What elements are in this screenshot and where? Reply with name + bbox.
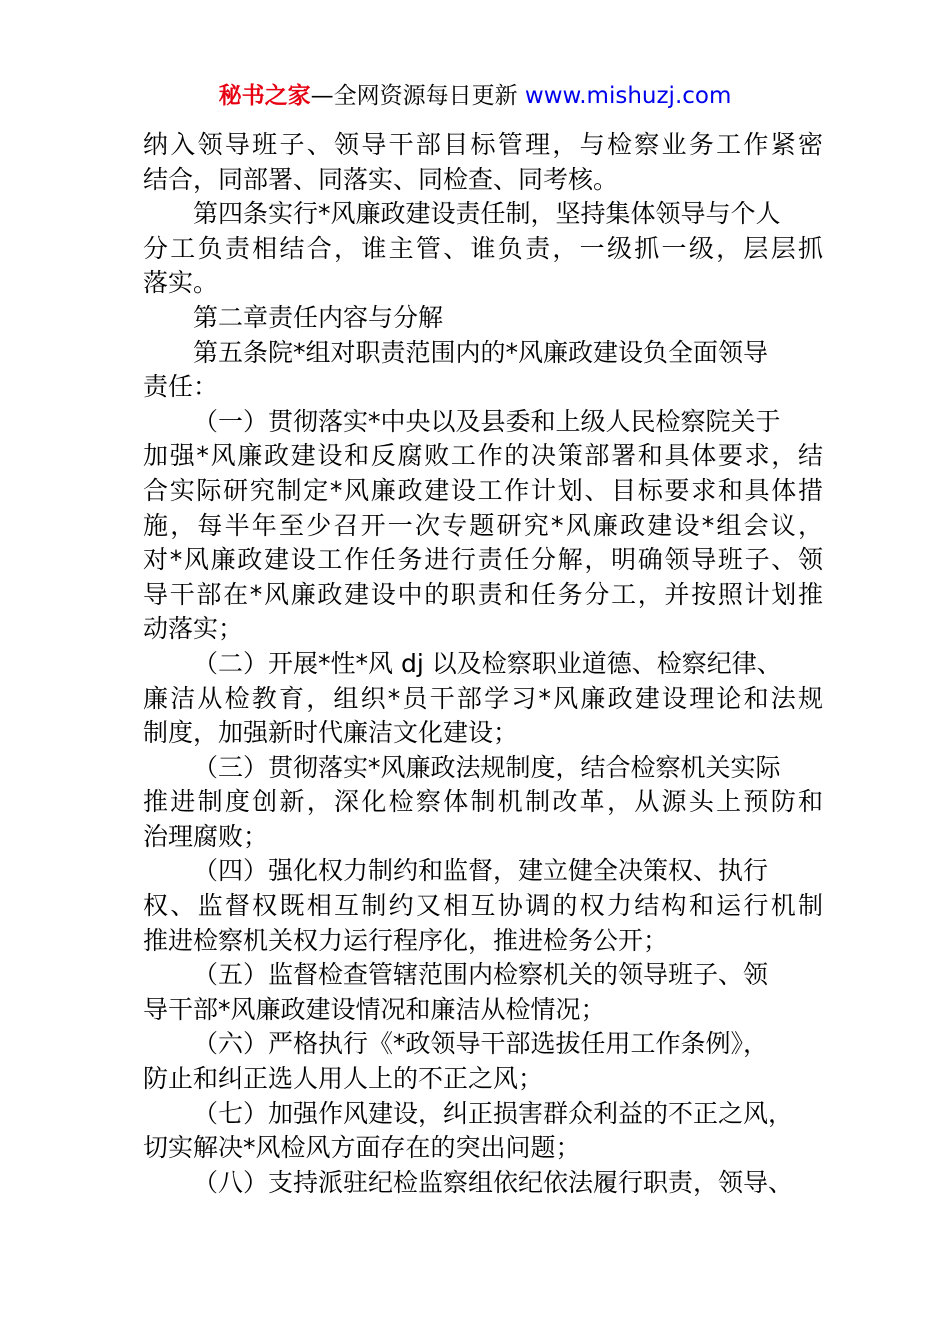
paragraph-line: 结合，同部署、同落实、同检查、同考核。 [143,164,619,194]
paragraph-line: 加强*风廉政建设和反腐败工作的决策部署和具体要求，结 [143,441,823,471]
paragraph-line: （二）开展*性*风 dj 以及检察职业道德、检察纪律、 [193,648,782,678]
paragraph-line: 第五条院*组对职责范围内的*风廉政建设负全面领导 [193,337,769,367]
paragraph-line: （四）强化权力制约和监督，建立健全决策权、执行 [193,856,769,886]
paragraph-line: 施，每半年至少召开一次专题研究*风廉政建设*组会议， [143,510,823,540]
paragraph-line: 导干部*风廉政建设情况和廉洁从检情况； [143,994,606,1024]
header-separator: — [310,83,334,109]
paragraph-line: 对*风廉政建设工作任务进行责任分解，明确领导班子、领 [143,545,823,575]
paragraph-line: 纳入领导班子、领导干部目标管理，与检察业务工作紧密 [143,130,823,159]
paragraph-line: 合实际研究制定*风廉政建设工作计划、目标要求和具体措 [143,475,823,505]
header-slogan: 全网资源每日更新 [333,83,525,109]
paragraph-line: 第二章责任内容与分解 [193,302,444,332]
paragraph-line: 责任： [143,372,219,402]
paragraph-line: （五）监督检查管辖范围内检察机关的领导班子、领 [193,960,769,990]
brand-name: 秘书之家 [218,83,311,109]
paragraph-line: 落实。 [143,268,219,298]
paragraph-line: （六）严格执行《*政领导干部选拔任用工作条例》， [193,1029,769,1059]
paragraph-line: 推进制度创新，深化检察体制机制改革，从源头上预防和 [143,787,823,817]
paragraph-line: （一）贯彻落实*中央以及县委和上级人民检察院关于 [193,406,781,436]
paragraph-line: 权、监督权既相互制约又相互协调的权力结构和运行机制 [143,891,823,921]
paragraph-line: 制度，加强新时代廉洁文化建设； [143,718,519,748]
site-url-link[interactable]: www.mishuzj.com [524,83,732,109]
paragraph-line: （八）支持派驻纪检监察组依纪依法履行职责，领导、 [193,1167,794,1197]
paragraph-line: 动落实； [143,614,244,644]
page-header [0,78,950,114]
paragraph-line: 廉洁从检教育，组织*员干部学习*风廉政建设理论和法规 [143,683,823,713]
paragraph-line: 第四条实行*风廉政建设责任制，坚持集体领导与个人 [193,199,781,229]
paragraph-line: 防止和纠正选人用人上的不正之风； [143,1064,544,1094]
paragraph-line: 推进检察机关权力运行程序化，推进检务公开； [143,925,669,955]
paragraph-line: 分工负责相结合，谁主管、谁负责，一级抓一级，层层抓 [143,233,823,263]
paragraph-line: 切实解决*风检风方面存在的突出问题； [143,1133,581,1163]
paragraph-line: （七）加强作风建设，纠正损害群众利益的不正之风， [193,1098,794,1128]
paragraph-line: 导干部在*风廉政建设中的职责和任务分工，并按照计划推 [143,579,823,609]
paragraph-line: （三）贯彻落实*风廉政法规制度，结合检察机关实际 [193,752,781,782]
document-body [143,128,823,1200]
paragraph-line: 治理腐败； [143,821,269,851]
